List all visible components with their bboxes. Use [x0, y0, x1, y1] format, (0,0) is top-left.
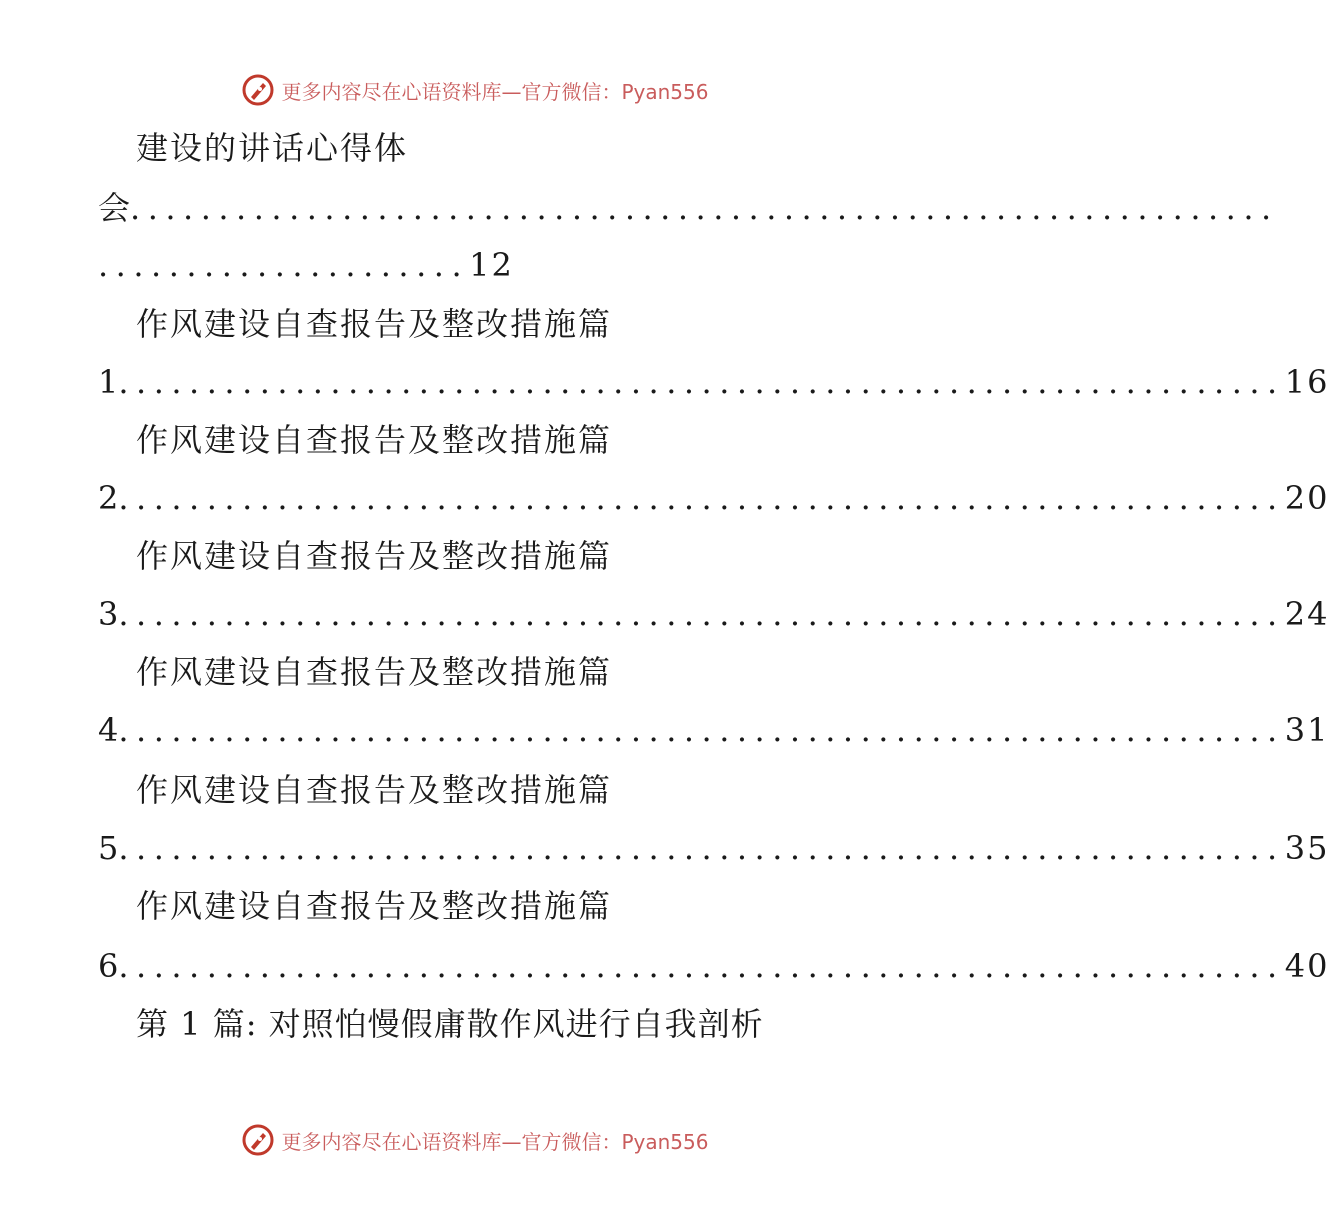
toc-entry-line[interactable]	[98, 478, 1329, 518]
watermark-text: 更多内容尽在心语资料库—官方微信：Pyan556	[281, 1129, 709, 1154]
toc-lead-dotline	[98, 188, 1279, 228]
toc-entry-number: 2	[98, 479, 119, 517]
toc-entry-line[interactable]	[98, 362, 1329, 402]
toc-entry-line[interactable]	[98, 594, 1329, 634]
toc-lead-page: 12	[469, 246, 514, 284]
toc-entry-page: 20	[1284, 479, 1329, 517]
toc-leader-dots: ..................................................................	[118, 829, 1285, 867]
toc-lead-pageline	[98, 245, 1048, 285]
toc-entry-line[interactable]	[98, 710, 1329, 750]
toc-leader-dots: ..................................................................	[118, 363, 1285, 401]
toc-entry-title: 作风建设自查报告及整改措施篇	[136, 887, 613, 925]
toc-entry-page: 31	[1284, 711, 1329, 749]
toc-entry-title: 作风建设自查报告及整改措施篇	[136, 537, 613, 575]
toc-entry-line[interactable]	[98, 946, 1329, 986]
toc-entry-line[interactable]	[98, 828, 1329, 868]
toc-entry-title: 作风建设自查报告及整改措施篇	[136, 771, 613, 809]
toc-lead-cont: 会	[98, 189, 131, 227]
toc-entry-page: 40	[1284, 947, 1329, 985]
pen-nib-circle-logo-icon	[241, 1123, 275, 1157]
toc-leader-dots: .....................	[98, 246, 470, 284]
toc-entry-number: 6	[98, 947, 119, 985]
toc-leader-dots: ..................................................................	[118, 947, 1285, 985]
toc-leader-dots: ..................................................................	[118, 711, 1285, 749]
toc-leader-dots: .................................................................	[130, 189, 1279, 227]
footer-watermark	[0, 1120, 950, 1160]
toc-leader-dots: ..................................................................	[118, 595, 1285, 633]
toc-entry-title: 作风建设自查报告及整改措施篇	[136, 653, 613, 691]
toc-entry-page: 24	[1284, 595, 1329, 633]
toc-lead-title: 建设的讲话心得体	[136, 129, 409, 167]
toc-entry-title: 作风建设自查报告及整改措施篇	[136, 305, 613, 343]
toc-entry-number: 4	[98, 711, 119, 749]
toc-entry-page: 35	[1284, 829, 1329, 867]
header-watermark	[0, 70, 950, 110]
toc-entry-number: 1	[98, 363, 119, 401]
toc-entry-number: 3	[98, 595, 119, 633]
pen-nib-circle-logo-icon	[241, 73, 275, 107]
toc-leader-dots: ..................................................................	[118, 479, 1285, 517]
toc-entry-page: 16	[1284, 363, 1329, 401]
section-heading: 第 1 篇: 对照怕慢假庸散作风进行自我剖析	[136, 1005, 764, 1043]
toc-entry-title: 作风建设自查报告及整改措施篇	[136, 421, 613, 459]
toc-entry-number: 5	[98, 829, 119, 867]
watermark-text: 更多内容尽在心语资料库—官方微信：Pyan556	[281, 79, 709, 104]
